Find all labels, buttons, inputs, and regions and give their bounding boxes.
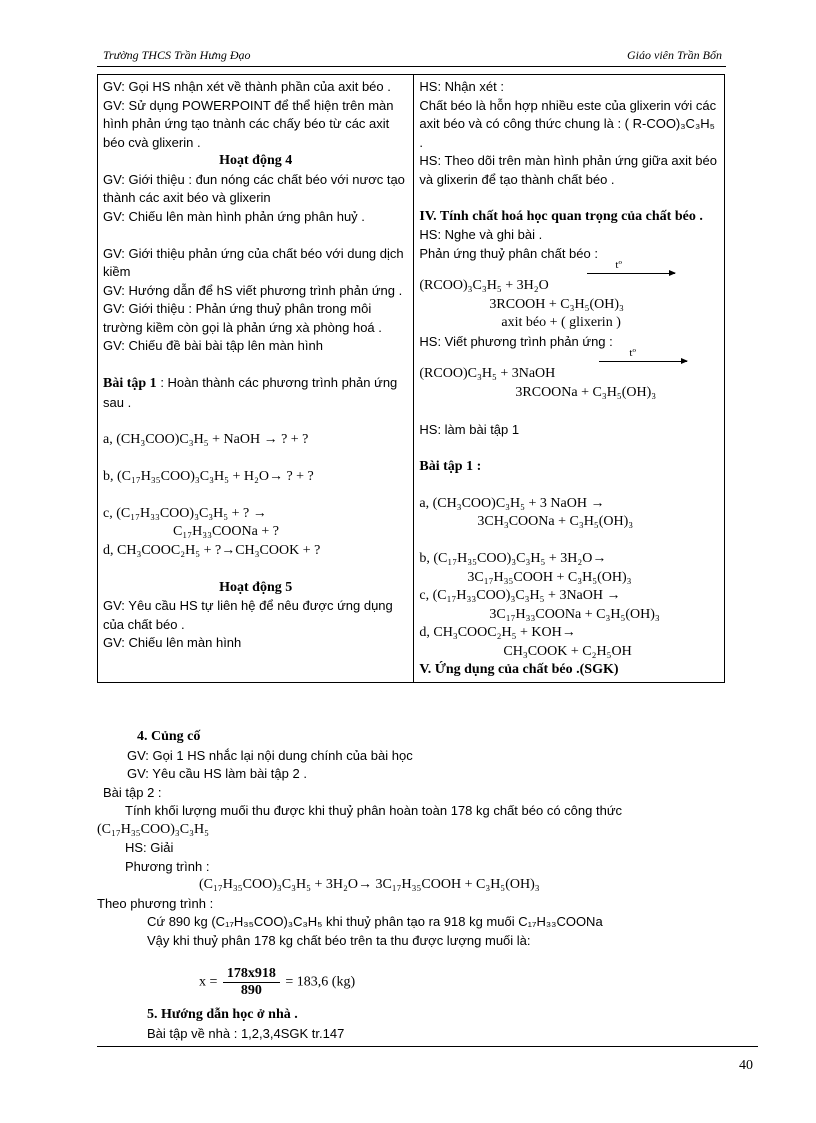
exercise-1-title: Bài tập 1 [103,376,157,391]
right-line: Chất béo là hỗn hợp nhiều este của glixerin với các axit béo và có công thức chung là : ( R-COO)₃C₃H₅ . [419,97,717,150]
below-line: Vậy khi thuỷ phân 178 kg chất béo trên ta thu được lượng muối là: [147,932,531,948]
spacer [103,226,408,245]
spacer [419,189,719,208]
spacer [419,532,719,551]
reaction-2-lhs: (RCOO)C₃H₅ + 3NaOH [419,366,556,381]
answer-a-line1: a, (CH₃COO)C₃H₅ + 3 NaOH → [419,495,605,511]
activity-4-heading: Hoạt động 4 [219,153,293,168]
exercise-a: a, (CH₃COO)C₃H₅ + NaOH → ? + ? [103,431,309,447]
homework-line: Bài tập về nhà : 1,2,3,4SGK tr.147 [147,1025,345,1041]
section-4-consolidation: 4. Củng cố [137,729,201,744]
exercise-1-text: : Hoàn thành các phương trình phản ứng sau . [103,375,398,410]
answer-b-line1: b, (C₁₇H₃₅COO)₃C₃H₅ + 3H₂O→ [419,551,607,566]
left-line: GV: Giới thiệu phản ứng của chất béo với dung dịch kiềm [103,245,404,279]
exercise-1-answer-title: Bài tập 1 : [419,458,482,474]
student-activity-column [414,75,725,683]
exercise-d: d, CH₃COOC₂H₅ + ?→CH₃COOK + ? [103,542,321,558]
activity-5-heading: Hoạt động 5 [219,579,293,595]
exercise-2-formula: (C₁₇H₃₅COO)₃C₃H₅ [97,821,209,837]
page-number: 40 [739,1058,753,1073]
spacer [419,402,719,421]
footer-rule [97,1046,758,1047]
arrow-icon [599,361,687,362]
right-line: HS: làm bài tập 1 [419,421,520,437]
lesson-table [97,74,725,683]
right-line: HS: Viết phương trình phản ứng : [419,333,613,349]
spacer [419,476,719,495]
left-line: GV: Gọi HS nhận xét về thành phần của axit béo . [103,79,391,94]
exercise-c-line1: c, (C₁₇H₃₃COO)₃C₃H₅ + ? → [103,505,267,521]
below-line: HS: Giải [125,840,174,855]
reaction-1-lhs: (RCOO)₃C₃H₅ + 3H₂O [419,278,549,293]
spacer [97,950,737,966]
left-line: GV: Giới thiệu : đun nóng các chất béo với nươc tạo thành các axit béo và glixerin [103,171,405,205]
teacher-activity-column [98,75,414,683]
result-formula [97,966,737,1006]
arrow-icon [587,273,675,274]
spacer [103,356,408,375]
heat-arrow-2 [419,347,719,365]
left-line: GV: Chiếu đề bài bài tập lên màn hình [103,338,323,353]
spacer [103,486,408,505]
page-header [97,48,726,66]
formula-result: = 183,6 (kg) [285,974,356,990]
right-line: HS: Nhận xét : [419,79,504,94]
lesson-continuation [97,728,737,1043]
answer-d-line1: d, CH₃COOC₂H₅ + KOH→ [419,625,576,640]
left-line: GV: Hướng dẫn để hS viết phương trình phản ứng . [103,282,403,298]
fraction [223,966,280,999]
heat-label: tº [629,347,636,359]
heat-label: tº [615,259,622,271]
spacer [103,560,408,579]
exercise-b: b, (C₁₇H₃₅COO)₃C₃H₅ + H₂O→ ? + ? [103,468,314,484]
exercise-2-title: Bài tập 2 : [103,784,162,800]
left-line: GV: Chiếu lên màn hình phản ứng phân huỷ . [103,208,365,224]
teacher-name: Giáo viên Trần Bốn [627,48,722,62]
fraction-numerator: 178x918 [223,966,280,983]
section-4-heading: IV. Tính chất hoá học quan trọng của chất béo . [419,208,703,224]
answer-c-line2: 3C₁₇H₃₃COONa + C₃H₅(OH)₃ [489,606,660,622]
section-5-homework-heading: 5. Hướng dẫn học ở nhà . [147,1007,298,1022]
header-rule [97,66,726,67]
reaction-2-rhs: 3RCOONa + C₃H₅(OH)₃ [515,384,657,400]
exercise-c-line2: C₁₇H₃₃COONa + ? [173,524,279,539]
spacer [103,412,408,431]
exercise-1-prompt [103,374,408,412]
left-line: GV: Giới thiệu : Phản ứng thuỷ phân trong môi trường kiềm còn gọi là phản ứng xà phòng hoá . [103,301,382,335]
answer-d-line2: CH₃COOK + C₂H₅OH [503,643,632,659]
left-line: GV: Chiếu lên màn hình [103,635,242,650]
hydrolysis-equation: (C₁₇H₃₅COO)₃C₃H₅ + 3H₂O→ 3C₁₇H₃₅COOH + C₃H₅(OH)₃ [199,877,540,892]
section-5-heading: V. Ứng dụng của chất béo .(SGK) [419,662,619,677]
exercise-2-question: Tính khối lượng muối thu được khi thuỷ phân hoàn toàn 178 kg chất béo có công thức [125,803,623,818]
answer-a-line2: 3CH₃COONa + C₃H₅(OH)₃ [477,514,634,529]
below-line: GV: Yêu cầu HS làm bài tập 2 . [127,766,307,781]
below-line: Phương trình : [125,858,210,874]
left-line: GV: Sử dụng POWERPOINT để thể hiện trên màn hình phản ứng tạo tnành các chấy béo từ các axit béo cvà glixerin . [103,97,394,150]
right-line: HS: Theo dõi trên màn hình phản ứng giữa axit béo và glixerin để tạo thành chất béo . [419,153,717,187]
fraction-denominator: 890 [240,983,262,998]
school-name: Trường THCS Trần Hưng Đạo [103,48,251,62]
left-line: GV: Yêu cầu HS tự liên hệ để nêu được ứng dụng của chất béo . [103,598,393,632]
below-line: GV: Gọi 1 HS nhắc lại nội dung chính của bài học [127,747,413,763]
right-line: HS: Nghe và ghi bài . [419,227,543,242]
formula-lhs: x = [199,974,218,990]
answer-b-line2: 3C₁₇H₃₅COOH + C₃H₅(OH)₃ [467,569,632,585]
answer-c-line1: c, (C₁₇H₃₃COO)₃C₃H₅ + 3NaOH → [419,588,621,603]
below-line: Theo phương trình : [97,895,214,911]
below-line: Cứ 890 kg (C₁₇H₃₅COO)₃C₃H₅ khi thuỷ phân tạo ra 918 kg muối C₁₇H₃₃COONa [147,914,603,929]
reaction-1-rhs: 3RCOOH + C₃H₅(OH)₃ [489,296,624,312]
spacer [419,439,719,458]
heat-arrow-1 [419,259,719,277]
reaction-1-names: axit béo + ( glixerin ) [501,315,621,330]
right-line: Phản ứng thuỷ phân chất béo : [419,245,598,261]
spacer [103,449,408,468]
